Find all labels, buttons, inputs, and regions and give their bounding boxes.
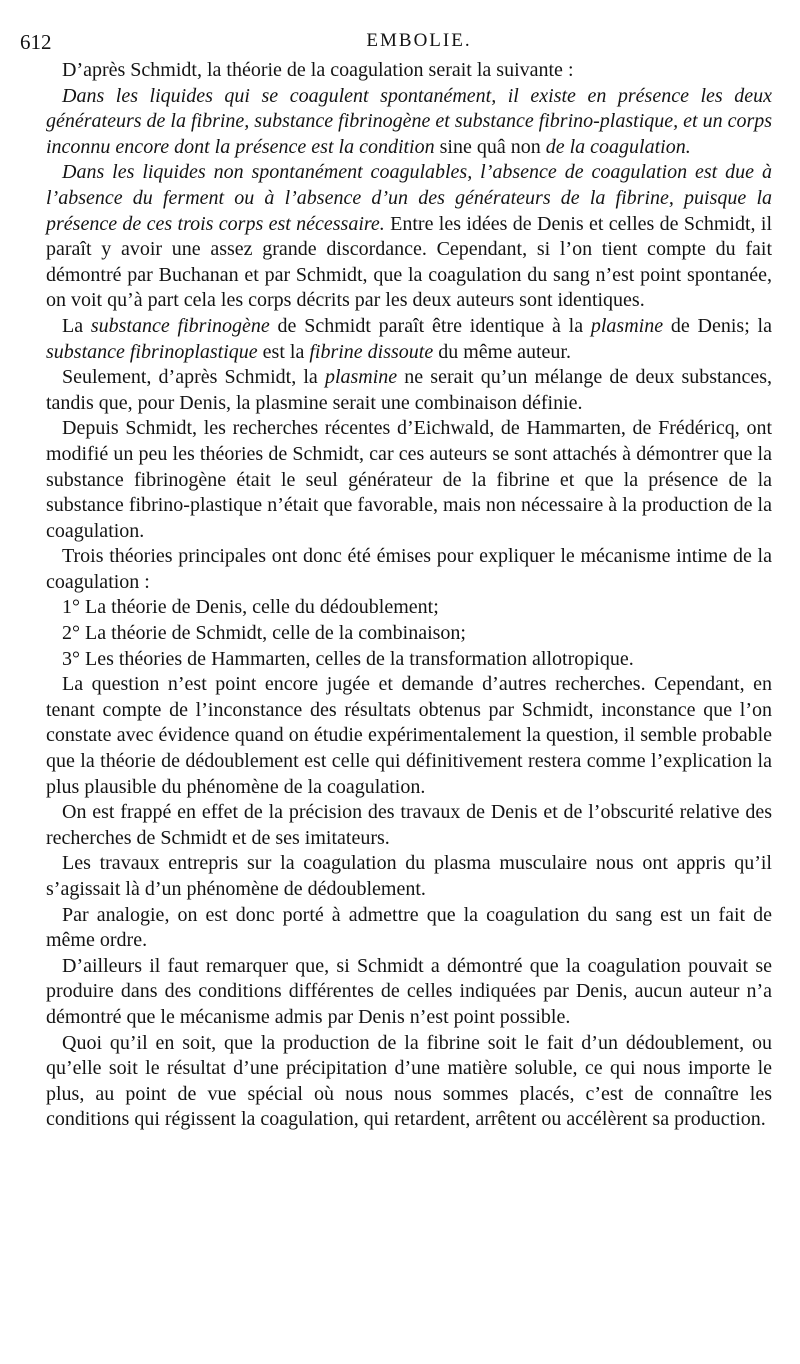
text-run: La question n’est point encore jugée et demande d’autres recherches. Cependant, en tenant compte de l’inconstance des résultats obtenus par Schmidt, inconstance que l’on constate avec évidence quand on étudie expérimentalement la question, il semble probable que la théorie de dédoublement est celle qui définitivement restera comme l’explication la plus plausible du phénomène de la coagulation. [46,673,772,798]
paragraph [46,365,772,416]
paragraph [46,416,772,544]
paragraph [46,314,772,365]
text-run: 3° Les théories de Hammarten, celles de la transformation allotropique. [62,647,634,670]
italic-text: fibrine dissoute [309,340,434,363]
text-run: ne serait qu’un mélange de deux substances, tandis que, pour Denis, la plasmine serait une combinaison définie. [46,366,772,414]
paragraph [46,1031,772,1133]
text-run: 2° La théorie de Schmidt, celle de la combinaison; [62,622,466,645]
paragraph [46,58,772,84]
text-run: Par analogie, on est donc porté à admettre que la coagulation du sang est un fait de même ordre. [46,903,772,952]
text-run: D’ailleurs il faut remarquer que, si Schmidt a démontré que la coagulation pouvait se produire dans des conditions différentes de celles indiquées par Denis, aucun auteur n’a démontré que le mécanisme admis par Denis n’est point possible. [46,954,772,1028]
text-run: de Denis; la [663,314,772,337]
text-run: La [62,314,91,337]
text-run: Entre les idées de Denis et celles de Schmidt, il paraît y avoir une assez grande discordance. Cependant, si l’on tient compte du fait démontré par Buchanan et par Schmidt, que la coagulation du sang n’est point spontanée, on voit qu’à part cela les corps décrits par les deux auteurs sont identiques. [46,212,772,312]
paragraph [46,544,772,595]
text-run: est la [257,340,310,363]
text-run: 1° La théorie de Denis, celle du dédoublement; [62,596,439,619]
italic-text: Dans les liquides non spontanément coagulables, l’absence de coagulation est due à l’absence du ferment ou à l’absence d’un des générateurs de la fibrine, puisque la présence de ces trois corps est nécessaire. [46,161,772,235]
text-run: Les travaux entrepris sur la coagulation du plasma musculaire nous ont appris qu’il s’agissait là d’un phénomène de dédoublement. [46,852,772,900]
paragraph [46,84,772,161]
text-run: du même auteur. [433,340,571,363]
paragraph [46,160,772,314]
italic-text: substance fibrinogène [90,314,270,337]
text-run: On est frappé en effet de la précision des travaux de Denis et de l’obscurité relative des recherches de Schmidt et de ses imitateurs. [46,801,772,849]
text-run: de Schmidt paraît être identique à la [269,314,591,337]
list-item [46,595,772,621]
list-item [46,621,772,647]
italic-text: plasmine [324,366,398,389]
paragraph [46,672,772,800]
paragraph [46,851,772,902]
page-number: 612 [20,30,52,54]
italic-text: plasmine [590,314,664,337]
list-item [46,647,772,673]
paragraph [46,903,772,954]
page-header [20,28,772,58]
text-run: Quoi qu’il en soit, que la production de la fibrine soit le fait d’un dédoublement, ou qu’elle soit le résultat d’une précipitation d’une matière soluble, ce qui nous importe le plus, au point de vue spécial où nous nous sommes placés, c’est de connaître les conditions qui régissent la coagulation, qui retardent, arrêtent ou accélèrent sa production. [46,1031,772,1131]
text-run: Trois théories principales ont donc été émises pour expliquer le mécanisme intime de la coagulation : [46,545,772,593]
text-run: D’après Schmidt, la théorie de la coagulation serait la suivante : [62,59,574,81]
body-text [46,58,772,1133]
running-title: EMBOLIE. [366,30,472,51]
italic-text: substance fibrinoplastique [46,340,258,363]
text-run: sine quâ non [434,135,546,158]
text-run: Depuis Schmidt, les recherches récentes d’Eichwald, de Hammarten, de Frédéricq, ont modifié un peu les théories de Schmidt, car ces auteurs se sont attachés à démontrer que la substance fibrinogène était le seul générateur de la fibrine et que la présence de la substance fibrino-plastique n’était que favorable, mais non nécessaire à la production de la coagulation. [46,417,772,542]
text-run: Seulement, d’après Schmidt, la [62,366,325,389]
italic-text: Dans les liquides qui se coagulent spontanément, il existe en présence les deux générateurs de la fibrine, substance fibrinogène et substance fibrino-plastique, et un corps inconnu encore dont la présence est la condition [46,84,773,158]
paragraph [46,800,772,851]
paragraph [46,954,772,1031]
italic-text: de la coagulation. [545,135,691,158]
